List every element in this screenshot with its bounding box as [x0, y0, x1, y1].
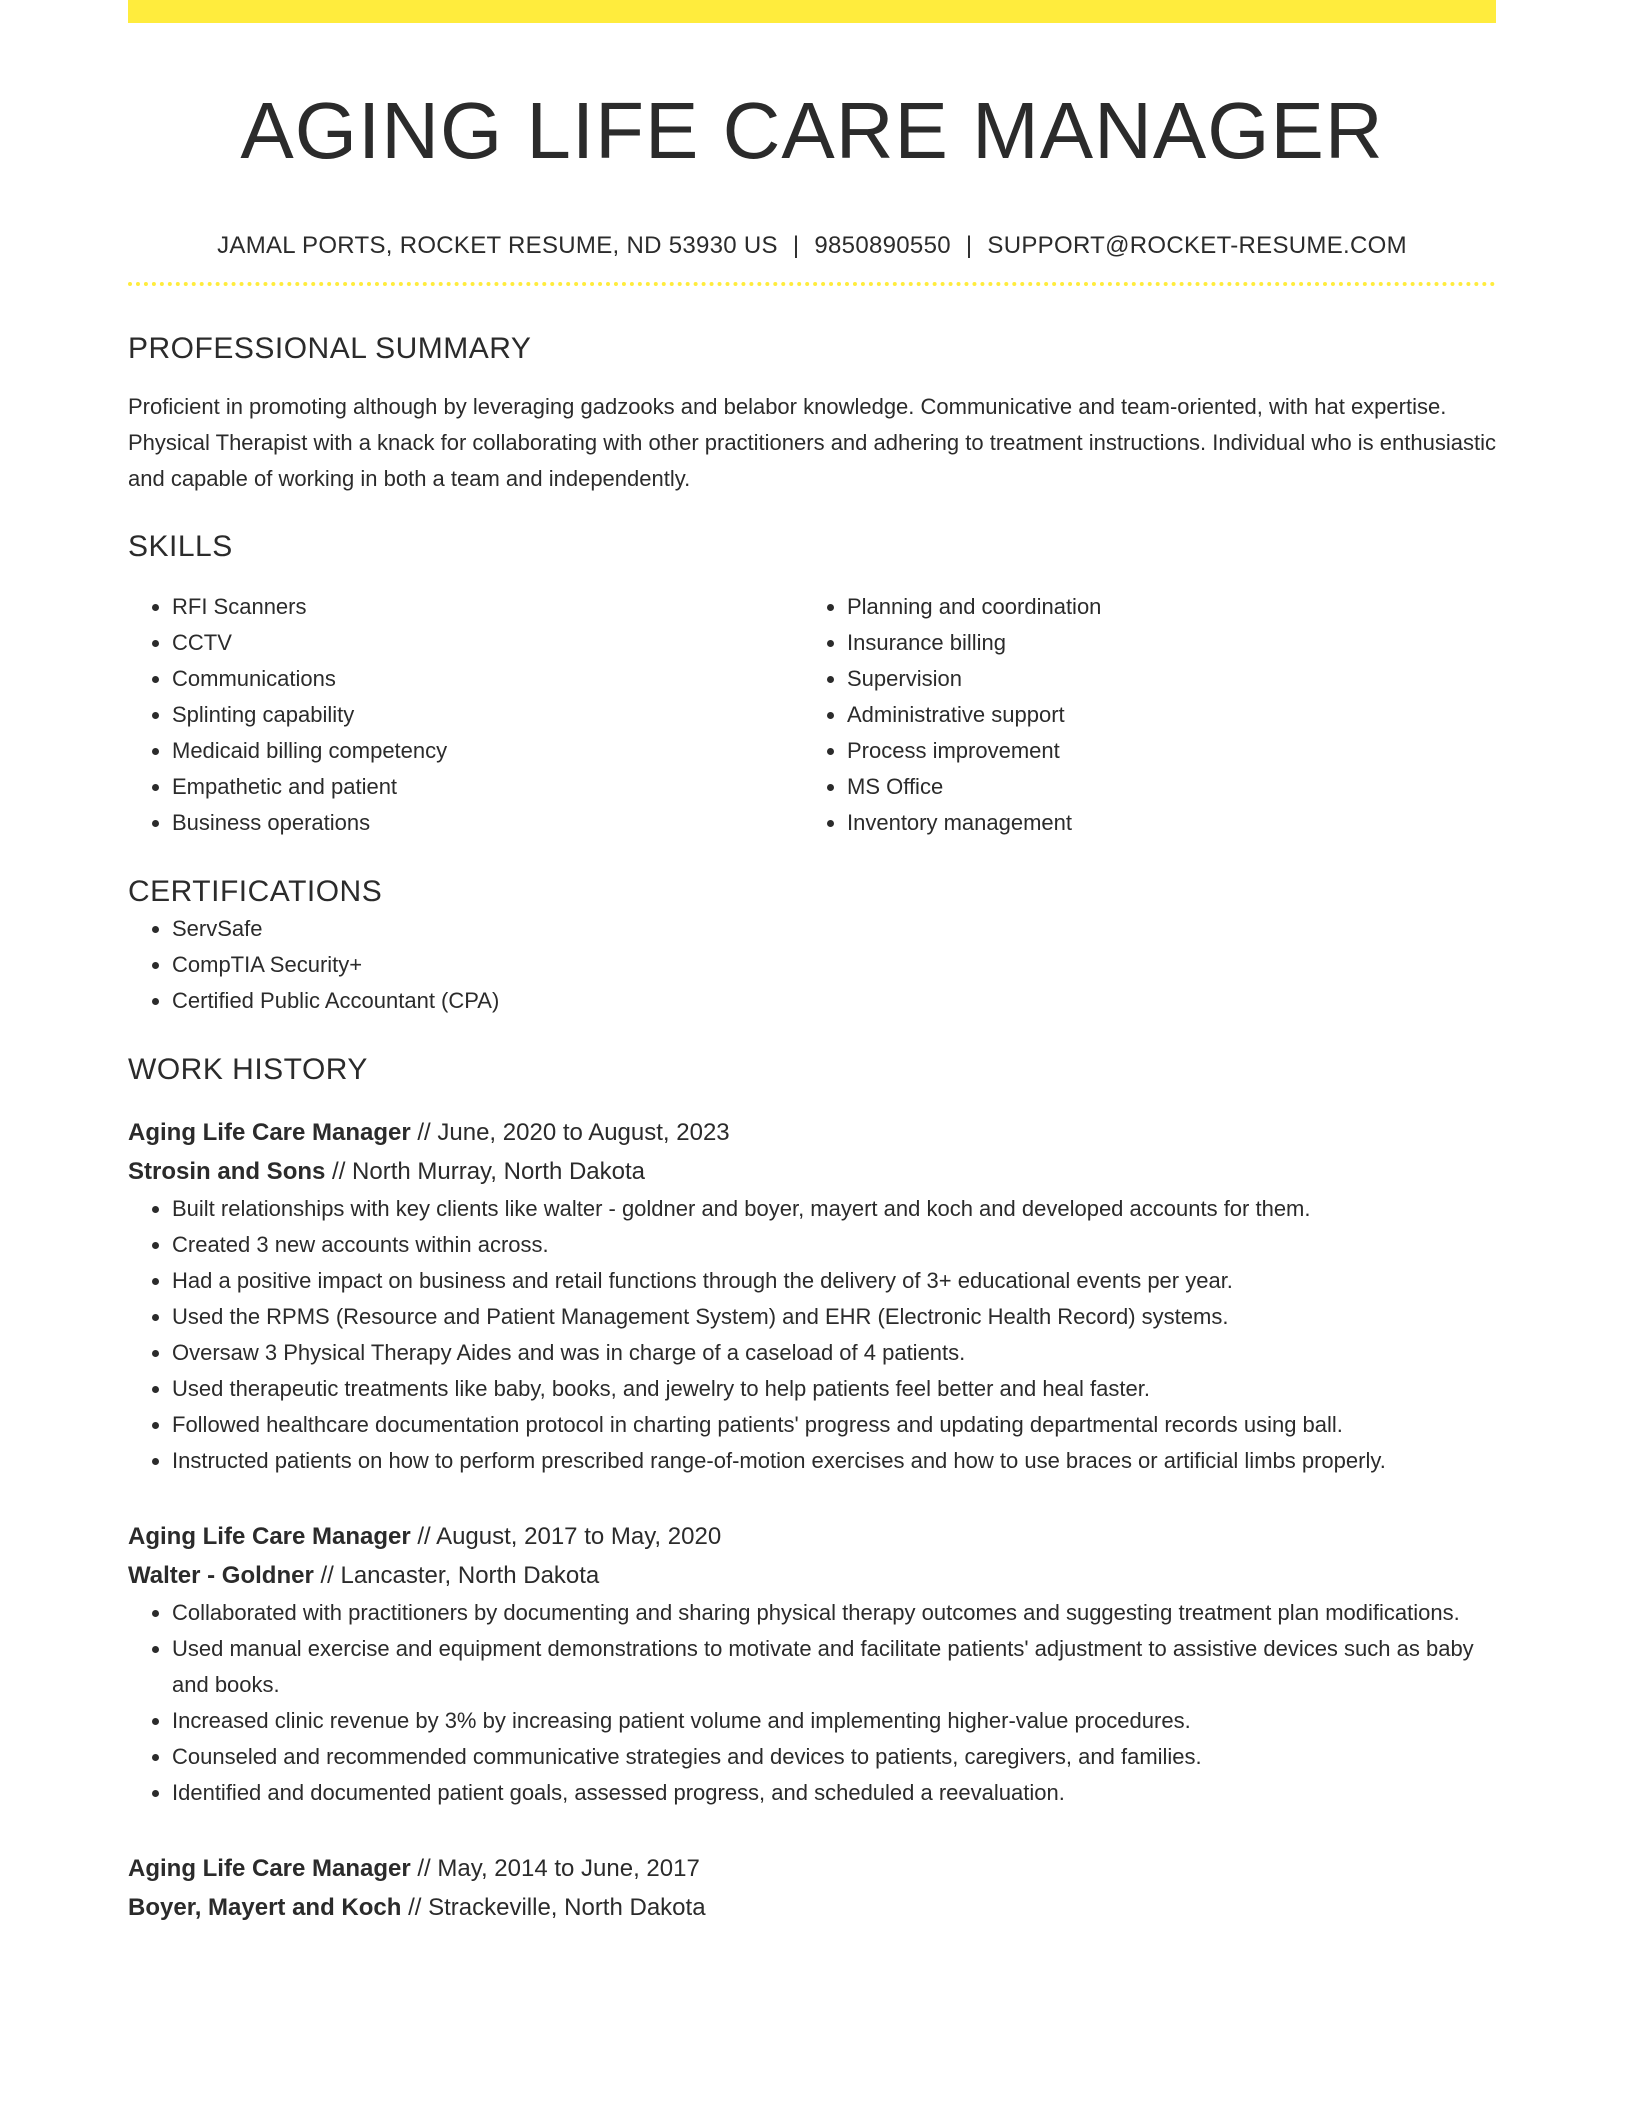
job-bullet: • Created 3 new accounts within across. [172, 1227, 1496, 1263]
job-bullet: • Oversaw 3 Physical Therapy Aides and was in charge of a caseload of 4 patients. [172, 1335, 1496, 1371]
header-divider [128, 282, 1496, 286]
job-separator: // [410, 1855, 438, 1882]
job-entry [128, 1849, 1496, 1927]
work-history-heading: WORK HISTORY [128, 1053, 368, 1086]
certification-item: • Certified Public Accountant (CPA) [172, 983, 1496, 1019]
job-separator: // [410, 1119, 438, 1146]
job-bullet: • Followed healthcare documentation protocol in charting patients' progress and updating departmental records using ball. [172, 1407, 1496, 1443]
job-bullet: • Built relationships with key clients like walter - goldner and boyer, mayert and koch and developed accounts for them. [172, 1191, 1496, 1227]
job-bullet: • Used the RPMS (Resource and Patient Management System) and EHR (Electronic Health Record) systems. [172, 1299, 1496, 1335]
job-bullet: • Identified and documented patient goals, assessed progress, and scheduled a reevaluation. [172, 1775, 1496, 1811]
work-history-list [128, 1113, 1496, 1927]
job-dates: June, 2020 to August, 2023 [437, 1119, 730, 1146]
certification-item: • ServSafe [172, 911, 1496, 947]
job-bullet: • Collaborated with practitioners by documenting and sharing physical therapy outcomes and suggesting treatment plan modifications. [172, 1595, 1496, 1631]
job-entry [128, 1113, 1496, 1479]
job-bullet: • Had a positive impact on business and retail functions through the delivery of 3+ educational events per year. [172, 1263, 1496, 1299]
job-entry [128, 1517, 1496, 1811]
skills-column-right [803, 589, 1478, 841]
job-location: Lancaster, North Dakota [340, 1562, 600, 1589]
contact-phone: 9850890550 [814, 232, 951, 259]
skills-grid [128, 589, 1496, 841]
job-bullet: • Increased clinic revenue by 3% by increasing patient volume and implementing higher-value procedures. [172, 1703, 1496, 1739]
job-company: Boyer, Mayert and Koch [128, 1894, 402, 1921]
contact-line [128, 230, 1496, 262]
job-separator: // [313, 1562, 341, 1589]
summary-text: Proficient in promoting although by leveraging gadzooks and belabor knowledge. Communicative and team-oriented, with hat expertise. Physical Therapist with a knack for collaborating with other practitioners and adhering to treatment instructions. Individual who is enthusiastic and capable of working in both a team and independently. [128, 394, 1496, 491]
job-dates: May, 2014 to June, 2017 [437, 1855, 700, 1882]
skill-item: • Inventory management [847, 805, 1478, 841]
job-bullet: • Instructed patients on how to perform prescribed range-of-motion exercises and how to use braces or artificial limbs properly. [172, 1443, 1496, 1479]
contact-separator: | [965, 232, 973, 259]
certification-item: • CompTIA Security+ [172, 947, 1496, 983]
skill-item: • Medicaid billing competency [172, 733, 803, 769]
certifications-heading: CERTIFICATIONS [128, 875, 383, 908]
job-location: North Murray, North Dakota [352, 1158, 646, 1185]
job-separator: // [325, 1158, 353, 1185]
job-company: Strosin and Sons [128, 1158, 326, 1185]
skill-item: • Empathetic and patient [172, 769, 803, 805]
job-company-line [128, 1556, 1496, 1595]
skills-list-left [128, 589, 803, 841]
job-title-line [128, 1517, 1496, 1556]
job-title-line [128, 1849, 1496, 1888]
job-location: Strackeville, North Dakota [428, 1894, 706, 1921]
skill-item: • Splinting capability [172, 697, 803, 733]
contact-email: SUPPORT@ROCKET-RESUME.COM [987, 232, 1407, 259]
job-company-line [128, 1888, 1496, 1927]
certifications-list [128, 911, 1496, 1019]
skill-item: • Supervision [847, 661, 1478, 697]
contact-address: JAMAL PORTS, ROCKET RESUME, ND 53930 US [217, 232, 778, 259]
job-separator: // [410, 1523, 437, 1550]
skills-column-left [128, 589, 803, 841]
skill-item: • Process improvement [847, 733, 1478, 769]
skill-item: • Business operations [172, 805, 803, 841]
job-company: Walter - Goldner [128, 1562, 314, 1589]
skills-heading: SKILLS [128, 530, 233, 563]
skill-item: • MS Office [847, 769, 1478, 805]
job-title-line [128, 1113, 1496, 1152]
skill-item: • CCTV [172, 625, 803, 661]
resume-page [128, 0, 1496, 1927]
job-role: Aging Life Care Manager [128, 1119, 411, 1146]
job-bullet: • Used manual exercise and equipment demonstrations to motivate and facilitate patients' adjustment to assistive devices such as baby and books. [172, 1631, 1496, 1703]
skill-item: • Insurance billing [847, 625, 1478, 661]
skill-item: • RFI Scanners [172, 589, 803, 625]
job-bullet: • Used therapeutic treatments like baby, books, and jewelry to help patients feel better and heal faster. [172, 1371, 1496, 1407]
job-bullets [128, 1595, 1496, 1811]
resume-title: AGING LIFE CARE MANAGER [240, 86, 1384, 175]
skill-item: • Planning and coordination [847, 589, 1478, 625]
job-dates: August, 2017 to May, 2020 [436, 1523, 722, 1550]
job-bullet: • Counseled and recommended communicative strategies and devices to patients, caregivers, and families. [172, 1739, 1496, 1775]
skills-list-right [803, 589, 1478, 841]
job-separator: // [401, 1894, 429, 1921]
job-bullets [128, 1191, 1496, 1479]
top-accent-bar [128, 0, 1496, 23]
job-company-line [128, 1152, 1496, 1191]
skill-item: • Communications [172, 661, 803, 697]
summary-heading: PROFESSIONAL SUMMARY [128, 332, 532, 365]
job-role: Aging Life Care Manager [128, 1523, 411, 1550]
skill-item: • Administrative support [847, 697, 1478, 733]
contact-separator: | [792, 232, 800, 259]
job-role: Aging Life Care Manager [128, 1855, 411, 1882]
